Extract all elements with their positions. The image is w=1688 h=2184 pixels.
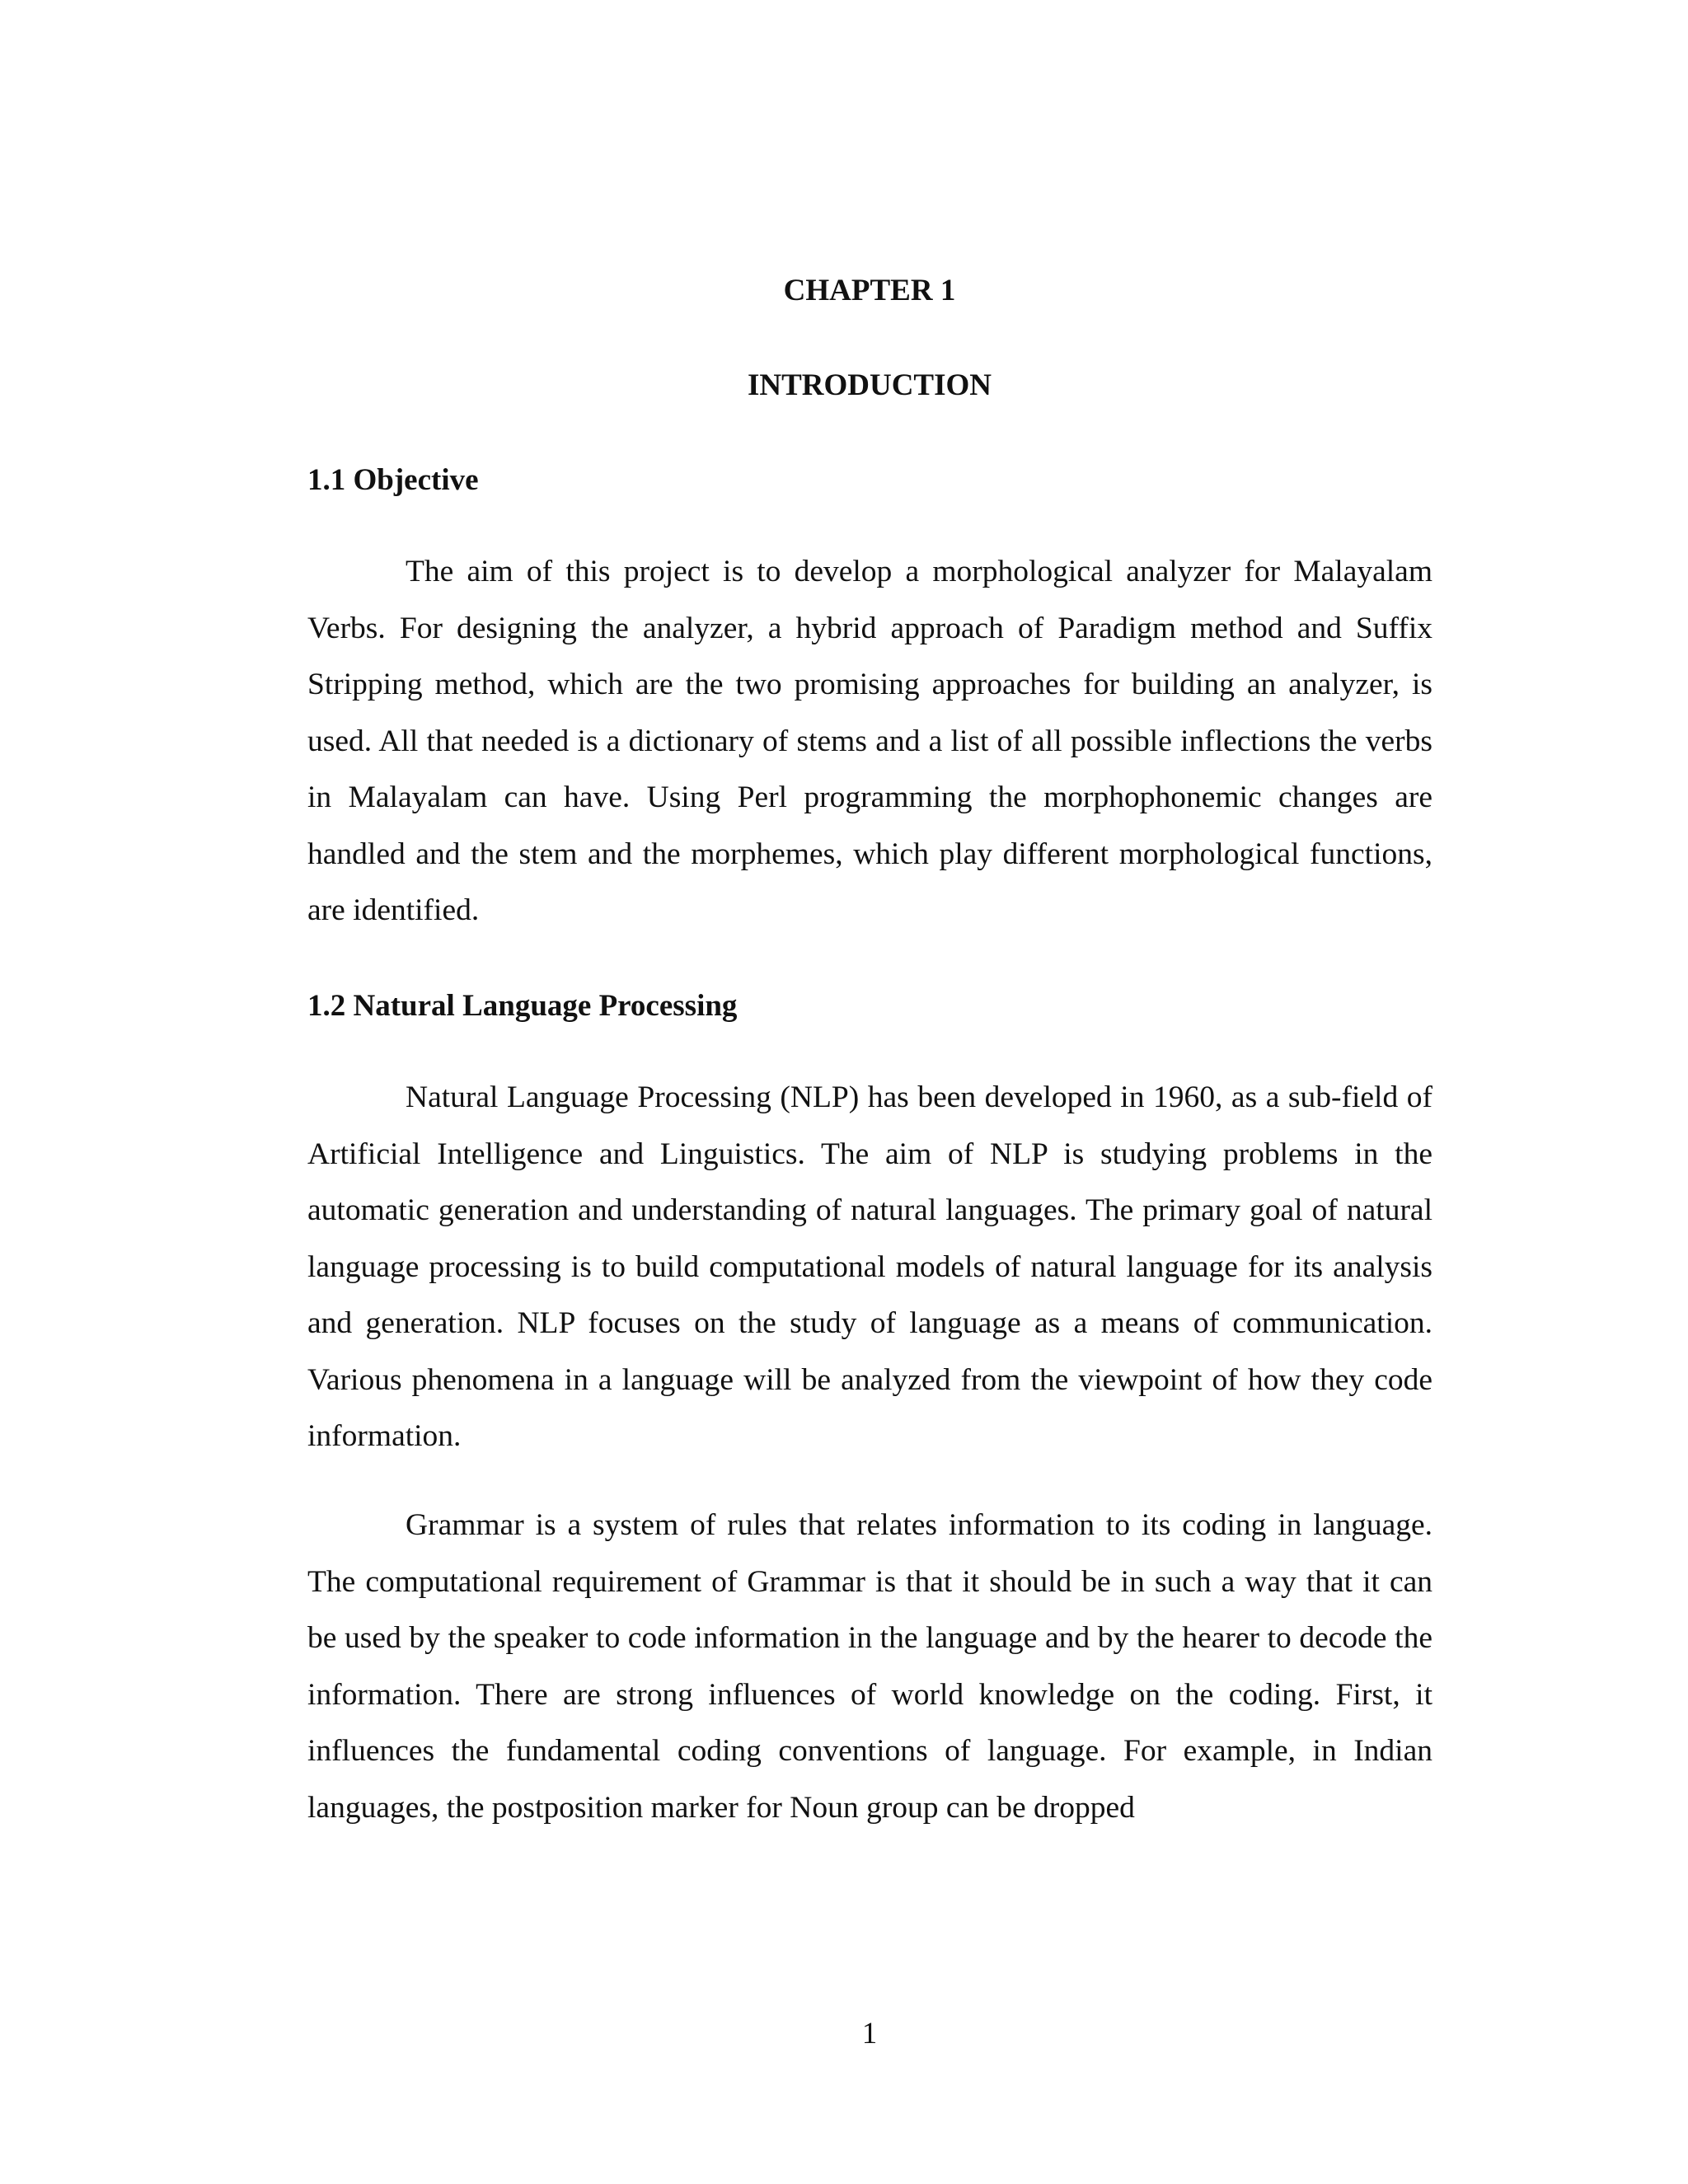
section-heading-nlp: 1.2 Natural Language Processing xyxy=(307,989,738,1023)
paragraph-objective: The aim of this project is to develop a morphological analyzer for Malayalam Verbs. For designing the analyzer, a hybrid approach of Paradigm method and Suffix Stripping method, which are the two promising approaches for building an analyzer, is used. All that needed is a dictionary of stems and a list of all possible inflections the verbs in Malayalam can have. Using Perl programming the morphophonemic changes are handled and the stem and the morphemes, which play different morphological functions, are identified. xyxy=(307,555,1432,927)
paragraph-grammar: Grammar is a system of rules that relates information to its coding in language. The computational requirement of Grammar is that it should be in such a way that it can be used by the speaker to code information in the language and by the hearer to decode the information. There are strong influences of world knowledge on the coding. First, it influences the fundamental coding conventions of language. For example, in Indian languages, the postposition marker for Noun group can be dropped xyxy=(307,1508,1432,1825)
chapter-title: INTRODUCTION xyxy=(747,368,992,402)
paragraph-nlp-intro: Natural Language Processing (NLP) has been developed in 1960, as a sub-field of Artificial Intelligence and Linguistics. The aim of NLP is studying problems in the automatic generation and understanding of natural languages. The primary goal of natural language processing is to build computational models of natural language for its analysis and generation. NLP focuses on the study of language as a means of communication. Various phenomena in a language will be analyzed from the viewpoint of how they code information. xyxy=(307,1080,1432,1453)
page-number: 1 xyxy=(861,2017,878,2050)
chapter-number: CHAPTER 1 xyxy=(783,274,956,307)
section-heading-objective: 1.1 Objective xyxy=(307,463,479,497)
